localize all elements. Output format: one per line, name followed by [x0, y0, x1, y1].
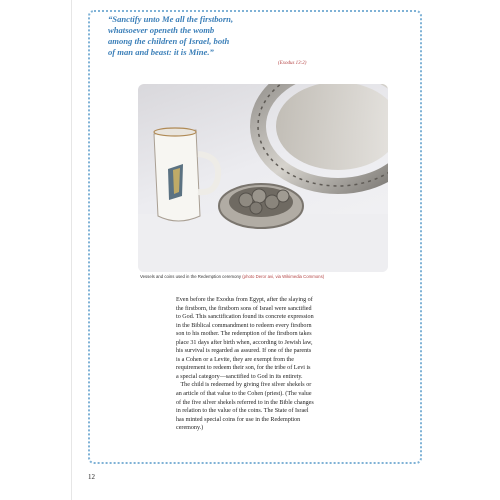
body-line: son to his mother. The redemption of the firstborn takes	[176, 331, 312, 338]
body-line: a special category—sanctified to God in its entirety.	[176, 373, 303, 380]
redemption-photo	[138, 84, 388, 272]
redemption-vessels-illustration	[138, 84, 388, 272]
page-number: 12	[88, 473, 95, 481]
scripture-quote	[108, 14, 308, 58]
body-line: Even before the Exodus from Egypt, after the slaying of	[176, 297, 313, 303]
body-line: the firstborn, the firstborn sons of Israel were sanctified	[176, 305, 312, 312]
body-line: of the five silver shekels referred to in the Bible changes	[176, 399, 314, 406]
body-line: in relation to the value of the coins. The State of Israel	[176, 408, 309, 415]
body-line: The child is redeemed by giving five silver shekels or	[176, 382, 312, 389]
body-line: is a Cohen or a Levite, they are exempt from the	[176, 356, 294, 363]
quote-line: “Sanctify unto Me all the firstborn,	[108, 14, 234, 24]
quote-line: whatsoever openeth the womb	[108, 25, 215, 35]
body-line: has minted special coins for use in the Redemption	[176, 416, 301, 423]
body-line: place 31 days after birth when, according to Jewish law,	[176, 339, 313, 346]
body-text	[176, 296, 381, 433]
quote-citation: (Exodus 13:2)	[278, 61, 307, 66]
quote-line: among the children of Israel, both	[108, 36, 230, 46]
photo-caption	[140, 274, 324, 279]
body-line: in the Biblical commandment to redeem every firstborn	[176, 322, 312, 329]
quote-line: of man and beast: it is Mine.”	[108, 47, 214, 57]
caption-text: Vessels and coins used in the Redemption ceremony	[140, 274, 242, 279]
page-edge	[71, 0, 72, 500]
body-line: to God. This sanctification found its concrete expression	[176, 314, 314, 321]
body-line: his survival is regarded as assured. If one of the parents	[176, 348, 312, 355]
caption-credit: (photo Deror avi, via Wikimedia Commons)	[242, 274, 325, 279]
body-line: requirement to redeem their son, for the tribe of Levi is	[176, 365, 311, 372]
body-line: ceremony.)	[176, 425, 204, 432]
body-line: an article of that value to the Cohen (priest). (The value	[176, 391, 312, 398]
